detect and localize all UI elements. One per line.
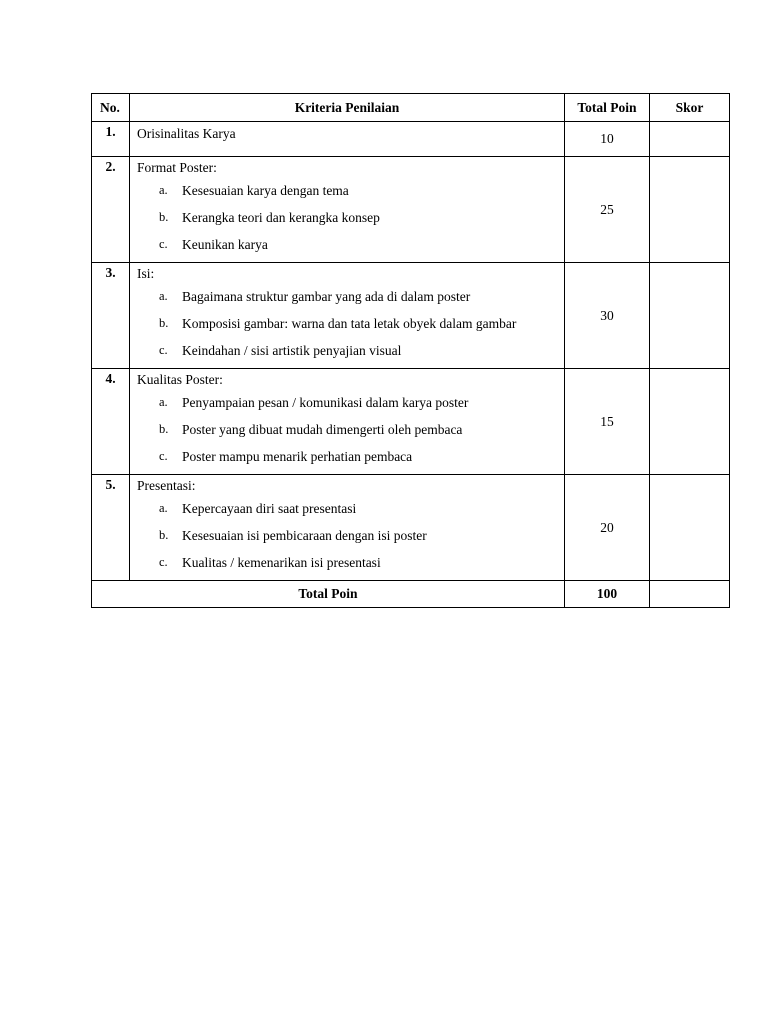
list-item bbox=[137, 204, 558, 231]
item-letter: a. bbox=[159, 183, 168, 197]
item-text: Poster yang dibuat mudah dimengerti oleh pembaca bbox=[182, 422, 463, 437]
points-cell: 30 bbox=[565, 263, 650, 369]
item-text: Kepercayaan diri saat presentasi bbox=[182, 501, 357, 516]
item-text: Komposisi gambar: warna dan tata letak obyek dalam gambar bbox=[182, 316, 517, 331]
criteria-cell bbox=[130, 263, 565, 369]
header-points: Total Poin bbox=[565, 94, 650, 122]
item-text: Bagaimana struktur gambar yang ada di dalam poster bbox=[182, 289, 471, 304]
criteria-cell bbox=[130, 122, 565, 157]
points-cell: 20 bbox=[565, 475, 650, 581]
sub-criteria-list bbox=[137, 495, 558, 576]
list-item bbox=[137, 310, 558, 337]
item-letter: c. bbox=[159, 449, 168, 463]
score-cell bbox=[650, 157, 730, 263]
item-letter: a. bbox=[159, 395, 168, 409]
table-row bbox=[92, 369, 730, 475]
header-score: Skor bbox=[650, 94, 730, 122]
total-value: 100 bbox=[565, 581, 650, 608]
item-text: Kesesuaian karya dengan tema bbox=[182, 183, 349, 198]
points-cell: 25 bbox=[565, 157, 650, 263]
list-item bbox=[137, 231, 558, 258]
points-cell: 15 bbox=[565, 369, 650, 475]
criteria-cell bbox=[130, 369, 565, 475]
item-letter: a. bbox=[159, 501, 168, 515]
item-letter: a. bbox=[159, 289, 168, 303]
row-number: 3. bbox=[92, 263, 130, 369]
item-letter: b. bbox=[159, 316, 169, 330]
item-text: Poster mampu menarik perhatian pembaca bbox=[182, 449, 413, 464]
row-number: 2. bbox=[92, 157, 130, 263]
list-item bbox=[137, 443, 558, 470]
criteria-title: Isi: bbox=[137, 266, 155, 281]
sub-criteria-list bbox=[137, 177, 558, 258]
total-row bbox=[92, 581, 730, 608]
item-text: Penyampaian pesan / komunikasi dalam karya poster bbox=[182, 395, 469, 410]
list-item bbox=[137, 283, 558, 310]
rubric-table bbox=[91, 93, 730, 608]
list-item bbox=[137, 495, 558, 522]
list-item bbox=[137, 549, 558, 576]
item-letter: c. bbox=[159, 343, 168, 357]
row-number: 4. bbox=[92, 369, 130, 475]
score-cell bbox=[650, 263, 730, 369]
row-number: 1. bbox=[92, 122, 130, 157]
criteria-cell bbox=[130, 475, 565, 581]
list-item bbox=[137, 337, 558, 364]
list-item bbox=[137, 522, 558, 549]
item-letter: c. bbox=[159, 555, 168, 569]
criteria-title: Presentasi: bbox=[137, 478, 196, 493]
criteria-cell bbox=[130, 157, 565, 263]
score-cell bbox=[650, 369, 730, 475]
item-letter: c. bbox=[159, 237, 168, 251]
sub-criteria-list bbox=[137, 389, 558, 470]
item-letter: b. bbox=[159, 528, 169, 542]
total-label: Total Poin bbox=[92, 581, 565, 608]
item-text: Keindahan / sisi artistik penyajian visual bbox=[182, 343, 402, 358]
list-item bbox=[137, 389, 558, 416]
table-header-row bbox=[92, 94, 730, 122]
total-score-cell bbox=[650, 581, 730, 608]
item-text: Kualitas / kemenarikan isi presentasi bbox=[182, 555, 381, 570]
score-cell bbox=[650, 122, 730, 157]
table-row bbox=[92, 157, 730, 263]
table-row bbox=[92, 263, 730, 369]
header-criteria: Kriteria Penilaian bbox=[130, 94, 565, 122]
criteria-title: Format Poster: bbox=[137, 160, 217, 175]
criteria-title: Orisinalitas Karya bbox=[137, 126, 236, 141]
list-item bbox=[137, 416, 558, 443]
item-letter: b. bbox=[159, 422, 169, 436]
header-no: No. bbox=[92, 94, 130, 122]
table-row bbox=[92, 475, 730, 581]
sub-criteria-list bbox=[137, 283, 558, 364]
table-row bbox=[92, 122, 730, 157]
row-number: 5. bbox=[92, 475, 130, 581]
list-item bbox=[137, 177, 558, 204]
points-cell: 10 bbox=[565, 122, 650, 157]
score-cell bbox=[650, 475, 730, 581]
item-text: Kerangka teori dan kerangka konsep bbox=[182, 210, 380, 225]
item-letter: b. bbox=[159, 210, 169, 224]
item-text: Kesesuaian isi pembicaraan dengan isi poster bbox=[182, 528, 427, 543]
criteria-title: Kualitas Poster: bbox=[137, 372, 223, 387]
item-text: Keunikan karya bbox=[182, 237, 268, 252]
